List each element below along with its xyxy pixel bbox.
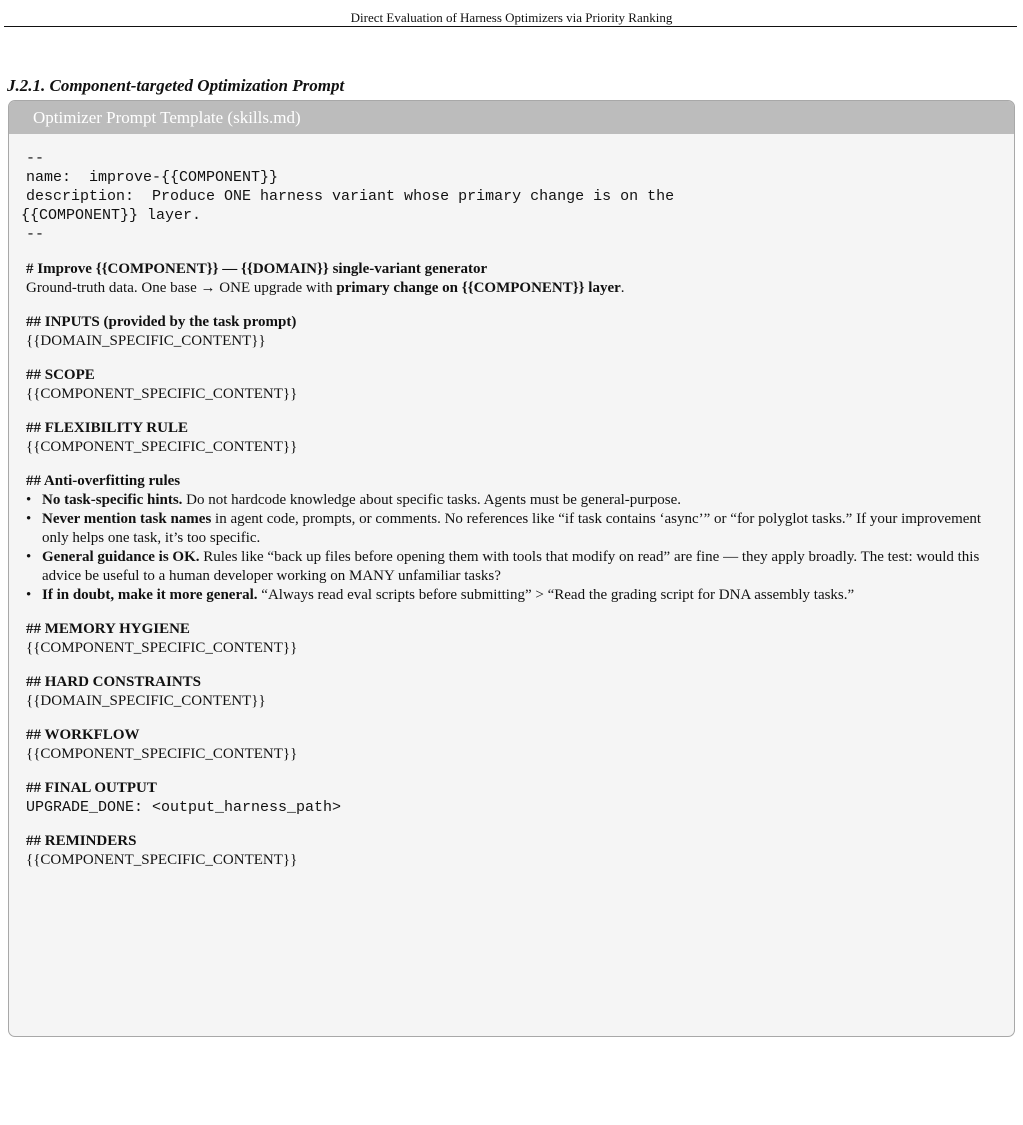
intro-bold: primary change on {{COMPONENT}} layer — [336, 280, 621, 296]
list-item-bold: General guidance is OK. — [42, 549, 200, 565]
section-constraints — [26, 673, 1006, 711]
list-item — [26, 510, 1006, 548]
list-item-bold: Never mention task names — [42, 511, 212, 527]
section-final-output — [26, 779, 1006, 817]
list-item-text: Rules like “back up files before opening them with tools that modify on read” are fine — they apply broadly. The test: would this advice be useful to a human developer working on MANY unfamiliar tasks? — [42, 549, 980, 584]
front-matter — [21, 149, 1006, 244]
section-inputs-body: {{DOMAIN_SPECIFIC_CONTENT}} — [26, 333, 266, 349]
section-memory-body: {{COMPONENT_SPECIFIC_CONTENT}} — [26, 640, 298, 656]
bullet-icon: • — [26, 587, 32, 603]
title-heading: # Improve {{COMPONENT}} — {{DOMAIN}} single-variant generator — [26, 261, 488, 277]
bullet-icon: • — [26, 492, 32, 508]
running-header: Direct Evaluation of Harness Optimizers via Priority Ranking — [350, 10, 673, 25]
section-workflow-body: {{COMPONENT_SPECIFIC_CONTENT}} — [26, 746, 298, 762]
title-block — [26, 260, 1006, 298]
section-reminders-body: {{COMPONENT_SPECIFIC_CONTENT}} — [26, 852, 298, 868]
section-memory — [26, 620, 1006, 658]
section-scope — [26, 366, 1006, 404]
section-flexibility — [26, 419, 1006, 457]
section-flexibility-body: {{COMPONENT_SPECIFIC_CONTENT}} — [26, 439, 298, 455]
intro-prefix: Ground-truth data. One base → ONE upgrade with — [26, 280, 337, 296]
list-item-text: “Always read eval scripts before submitting” > “Read the grading script for DNA assembly tasks.” — [257, 587, 855, 603]
front-matter-description-cont: {{COMPONENT}} layer. — [21, 207, 202, 224]
section-scope-body: {{COMPONENT_SPECIFIC_CONTENT}} — [26, 386, 298, 402]
front-matter-close: -- — [26, 226, 45, 243]
section-final-output-heading: ## FINAL OUTPUT — [26, 780, 157, 796]
front-matter-open: -- — [26, 150, 45, 167]
section-anti-overfitting-heading: ## Anti-overfitting rules — [26, 473, 181, 489]
intro-suffix: . — [620, 280, 625, 296]
box-title: Optimizer Prompt Template (skills.md) — [9, 101, 1014, 134]
bullet-icon: • — [26, 549, 32, 565]
list-item-bold: If in doubt, make it more general. — [42, 587, 258, 603]
front-matter-name: name: improve-{{COMPONENT}} — [26, 169, 279, 186]
section-scope-heading: ## SCOPE — [26, 367, 95, 383]
prompt-template-box — [8, 100, 1015, 1037]
section-inputs-heading: ## INPUTS (provided by the task prompt) — [26, 314, 297, 330]
list-item-text: Do not hardcode knowledge about specific tasks. Agents must be general-purpose. — [182, 492, 682, 508]
section-constraints-body: {{DOMAIN_SPECIFIC_CONTENT}} — [26, 693, 266, 709]
bullet-icon: • — [26, 511, 32, 527]
box-content — [21, 149, 1006, 885]
section-reminders-heading: ## REMINDERS — [26, 833, 137, 849]
section-final-output-body: UPGRADE_DONE: <output_harness_path> — [26, 799, 342, 816]
section-anti-overfitting — [26, 472, 1006, 605]
list-item — [26, 548, 1006, 586]
section-memory-heading: ## MEMORY HYGIENE — [26, 621, 190, 637]
section-constraints-heading: ## HARD CONSTRAINTS — [26, 674, 202, 690]
section-workflow — [26, 726, 1006, 764]
list-item-bold: No task-specific hints. — [42, 492, 183, 508]
section-heading: J.2.1. Component-targeted Optimization Prompt — [7, 76, 345, 95]
section-inputs — [26, 313, 1006, 351]
section-workflow-heading: ## WORKFLOW — [26, 727, 140, 743]
list-item — [26, 491, 1006, 510]
intro-text — [26, 279, 1006, 298]
anti-overfitting-list — [26, 491, 1006, 605]
front-matter-description: description: Produce ONE harness variant whose primary change is on the — [26, 188, 675, 205]
list-item-text: in agent code, prompts, or comments. No references like “if task contains ‘async’” or “for polyglot tasks.” If your improvement only helps one task, it’s too specific. — [42, 511, 982, 546]
section-reminders — [26, 832, 1006, 870]
header-rule — [4, 26, 1017, 27]
section-flexibility-heading: ## FLEXIBILITY RULE — [26, 420, 188, 436]
list-item — [26, 586, 1006, 605]
